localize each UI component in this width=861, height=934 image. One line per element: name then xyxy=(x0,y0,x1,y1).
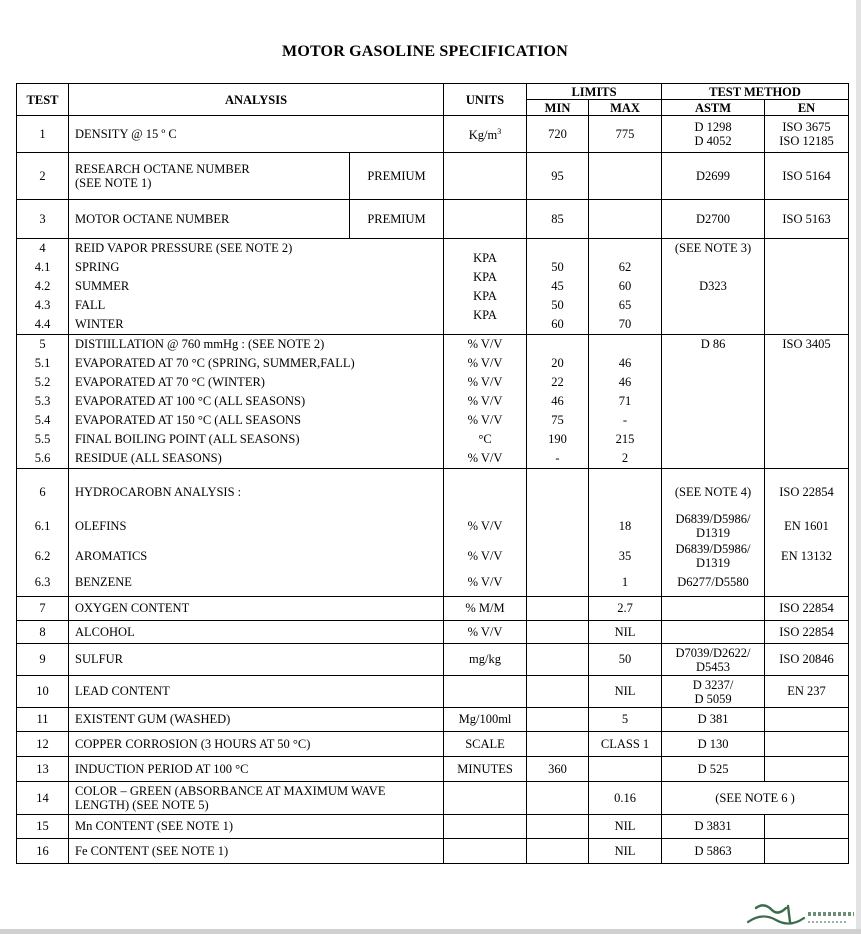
analysis-name: LEAD CONTENT xyxy=(69,676,444,708)
astm-cell: (SEE NOTE 4) D6839/D5986/ D1319 D6839/D5986/ D1319 D6277/D5580 xyxy=(662,469,765,597)
max-cell: CLASS 1 xyxy=(589,732,662,757)
analysis-name: DISTIILLATION @ 760 mmHg : (SEE NOTE 2) EVAPORATED AT 70 °C (SPRING, SUMMER,FALL) EVAPORATED AT 70 °C (WINTER) EVAPORATED AT 100 °C (ALL SEASONS) EVAPORATED AT 150 °C (ALL SEASONS FINAL BOILING POINT (ALL SEASONS) RESIDUE (ALL SEASONS) xyxy=(69,335,444,469)
min-cell xyxy=(527,815,589,839)
specification-table xyxy=(16,83,849,864)
units-cell: % V/V % V/V % V/V xyxy=(444,469,527,597)
analysis-name: COPPER CORROSION (3 HOURS AT 50 °C) xyxy=(69,732,444,757)
min-cell xyxy=(527,839,589,864)
max-cell: NIL xyxy=(589,676,662,708)
header-units: UNITS xyxy=(444,84,527,116)
analysis-name: HYDROCAROBN ANALYSIS : OLEFINS AROMATICS BENZENE xyxy=(69,469,444,597)
test-method-cell: (SEE NOTE 6 ) xyxy=(662,782,849,815)
table-row xyxy=(17,815,849,839)
min-cell xyxy=(527,732,589,757)
max-cell: NIL xyxy=(589,815,662,839)
header-min: MIN xyxy=(527,100,589,116)
min-cell xyxy=(527,469,589,597)
max-cell: 0.16 xyxy=(589,782,662,815)
analysis-name: Fe CONTENT (SEE NOTE 1) xyxy=(69,839,444,864)
units-cell xyxy=(444,676,527,708)
header-test-method: TEST METHOD xyxy=(662,84,849,100)
analysis-name: MOTOR OCTANE NUMBER xyxy=(69,200,350,239)
max-cell: 775 xyxy=(589,116,662,153)
units-cell xyxy=(444,839,527,864)
en-cell: ISO 3405 xyxy=(765,335,849,469)
max-cell xyxy=(589,757,662,782)
min-cell xyxy=(527,644,589,676)
min-cell xyxy=(527,597,589,621)
grade-cell: PREMIUM xyxy=(350,200,444,239)
astm-cell: D2700 xyxy=(662,200,765,239)
units-cell xyxy=(444,200,527,239)
en-cell xyxy=(765,757,849,782)
table-row xyxy=(17,644,849,676)
test-number: 8 xyxy=(17,621,69,644)
test-number: 9 xyxy=(17,644,69,676)
watermark-logo xyxy=(742,900,857,928)
astm-cell: D 1298 D 4052 xyxy=(662,116,765,153)
max-cell: 46 46 71 - 215 2 xyxy=(589,335,662,469)
table-row xyxy=(17,782,849,815)
astm-cell: D 86 xyxy=(662,335,765,469)
test-number: 13 xyxy=(17,757,69,782)
page-edge-right xyxy=(856,0,861,934)
table-row xyxy=(17,708,849,732)
max-cell: NIL xyxy=(589,621,662,644)
test-number: 7 xyxy=(17,597,69,621)
min-cell xyxy=(527,676,589,708)
analysis-name: ALCOHOL xyxy=(69,621,444,644)
analysis-name: SULFUR xyxy=(69,644,444,676)
table-row xyxy=(17,335,849,469)
units-cell: % M/M xyxy=(444,597,527,621)
max-cell: 18 35 1 xyxy=(589,469,662,597)
units-cell xyxy=(444,815,527,839)
analysis-name: INDUCTION PERIOD AT 100 °C xyxy=(69,757,444,782)
astm-cell: D 5863 xyxy=(662,839,765,864)
en-cell: EN 237 xyxy=(765,676,849,708)
header-max: MAX xyxy=(589,100,662,116)
test-number: 12 xyxy=(17,732,69,757)
astm-cell: D7039/D2622/ D5453 xyxy=(662,644,765,676)
test-number: 10 xyxy=(17,676,69,708)
en-cell xyxy=(765,708,849,732)
max-cell: 50 xyxy=(589,644,662,676)
units-cell xyxy=(444,782,527,815)
test-number: 6 6.1 6.2 6.3 xyxy=(17,469,69,597)
test-number: 3 xyxy=(17,200,69,239)
units-cell: MINUTES xyxy=(444,757,527,782)
astm-cell: D 3831 xyxy=(662,815,765,839)
en-cell: ISO 3675 ISO 12185 xyxy=(765,116,849,153)
min-cell xyxy=(527,708,589,732)
max-cell xyxy=(589,153,662,200)
astm-cell xyxy=(662,621,765,644)
min-cell: 95 xyxy=(527,153,589,200)
en-cell: ISO 5163 xyxy=(765,200,849,239)
en-cell xyxy=(765,815,849,839)
en-cell: ISO 20846 xyxy=(765,644,849,676)
en-cell: ISO 22854 xyxy=(765,597,849,621)
header-test: TEST xyxy=(17,84,69,116)
table-row xyxy=(17,757,849,782)
min-cell xyxy=(527,621,589,644)
en-cell xyxy=(765,239,849,335)
header-limits: LIMITS xyxy=(527,84,662,100)
table-row xyxy=(17,621,849,644)
units-cell: mg/kg xyxy=(444,644,527,676)
header-analysis: ANALYSIS xyxy=(69,84,444,116)
units-cell: % V/V xyxy=(444,621,527,644)
astm-cell: D2699 xyxy=(662,153,765,200)
min-cell: 20 22 46 75 190 - xyxy=(527,335,589,469)
en-cell: ISO 22854 xyxy=(765,621,849,644)
min-cell: 720 xyxy=(527,116,589,153)
grade-cell: PREMIUM xyxy=(350,153,444,200)
test-number: 2 xyxy=(17,153,69,200)
test-number: 14 xyxy=(17,782,69,815)
page-title: MOTOR GASOLINE SPECIFICATION xyxy=(282,43,568,60)
astm-cell xyxy=(662,597,765,621)
units-cell: KPA KPA KPA KPA xyxy=(444,239,527,335)
max-cell: 2.7 xyxy=(589,597,662,621)
en-cell xyxy=(765,732,849,757)
max-cell: 5 xyxy=(589,708,662,732)
table-row xyxy=(17,732,849,757)
min-cell xyxy=(527,782,589,815)
analysis-name: DENSITY @ 15 º C xyxy=(69,116,444,153)
table-row xyxy=(17,839,849,864)
min-cell: 85 xyxy=(527,200,589,239)
table-row xyxy=(17,239,849,335)
min-cell: 50 45 50 60 xyxy=(527,239,589,335)
en-cell xyxy=(765,839,849,864)
page-edge-bottom xyxy=(0,929,861,934)
analysis-name: EXISTENT GUM (WASHED) xyxy=(69,708,444,732)
en-cell: ISO 5164 xyxy=(765,153,849,200)
units-cell: % V/V % V/V % V/V % V/V % V/V °C % V/V xyxy=(444,335,527,469)
analysis-name: OXYGEN CONTENT xyxy=(69,597,444,621)
analysis-name: RESEARCH OCTANE NUMBER (SEE NOTE 1) xyxy=(69,153,350,200)
test-number: 5 5.1 5.2 5.3 5.4 5.5 5.6 xyxy=(17,335,69,469)
units-cell: $Kg/m^3$ xyxy=(444,116,527,153)
table-row xyxy=(17,597,849,621)
header-en: EN xyxy=(765,100,849,116)
astm-cell: (SEE NOTE 3) D323 xyxy=(662,239,765,335)
analysis-name: Mn CONTENT (SEE NOTE 1) xyxy=(69,815,444,839)
units-cell xyxy=(444,153,527,200)
header-astm: ASTM xyxy=(662,100,765,116)
table-row xyxy=(17,116,849,153)
table-row xyxy=(17,153,849,200)
table-row xyxy=(17,469,849,597)
max-cell: 62 60 65 70 xyxy=(589,239,662,335)
units-cell: Mg/100ml xyxy=(444,708,527,732)
test-number: 15 xyxy=(17,815,69,839)
astm-cell: D 3237/ D 5059 xyxy=(662,676,765,708)
analysis-name: REID VAPOR PRESSURE (SEE NOTE 2) SPRING SUMMER FALL WINTER xyxy=(69,239,444,335)
test-number: 11 xyxy=(17,708,69,732)
astm-cell: D 130 xyxy=(662,732,765,757)
max-cell xyxy=(589,200,662,239)
test-number: 16 xyxy=(17,839,69,864)
astm-cell: D 525 xyxy=(662,757,765,782)
test-number: 1 xyxy=(17,116,69,153)
max-cell: NIL xyxy=(589,839,662,864)
astm-cell: D 381 xyxy=(662,708,765,732)
table-row xyxy=(17,676,849,708)
analysis-name: COLOR – GREEN (ABSORBANCE AT MAXIMUM WAVE LENGTH) (SEE NOTE 5) xyxy=(69,782,444,815)
min-cell: 360 xyxy=(527,757,589,782)
table-row xyxy=(17,200,849,239)
test-number: 4 4.1 4.2 4.3 4.4 xyxy=(17,239,69,335)
en-cell: ISO 22854 EN 1601 EN 13132 xyxy=(765,469,849,597)
units-cell: SCALE xyxy=(444,732,527,757)
